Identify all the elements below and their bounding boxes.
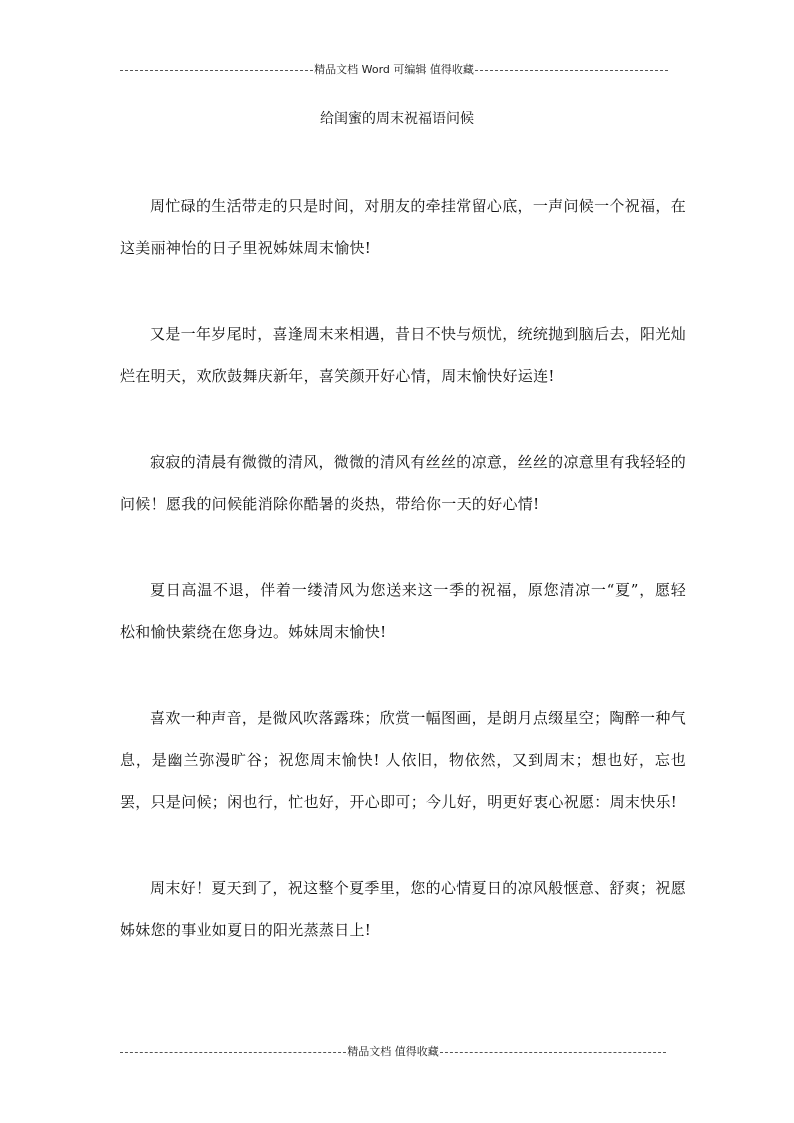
document-body bbox=[120, 185, 686, 995]
page-header bbox=[120, 61, 668, 77]
paragraph-3: 寂寂的清晨有微微的清风，微微的清风有丝丝的凉意，丝丝的凉意里有我轻轻的问候！愿我的问候能消除你酷暑的炎热，带给你一天的好心情! bbox=[120, 453, 686, 513]
paragraph-4: 夏日高温不退，伴着一缕清风为您送来这一季的祝福，原您清凉一“夏”，愿轻松和愉快萦绕在您身边。姊妹周末愉快! bbox=[120, 581, 686, 641]
paragraph-1: 周忙碌的生活带走的只是时间，对朋友的牵挂常留心底，一声问候一个祝福，在这美丽神怡的日子里祝姊妹周末愉快! bbox=[120, 197, 686, 257]
paragraph-2: 又是一年岁尾时，喜逢周末来相遇，昔日不快与烦忧，统统抛到脑后去，阳光灿烂在明天，欢欣鼓舞庆新年，喜笑颜开好心情，周末愉快好运连! bbox=[120, 325, 686, 385]
paragraph-6: 周末好！夏天到了，祝这整个夏季里，您的心情夏日的凉风般惬意、舒爽；祝愿姊妹您的事业如夏日的阳光蒸蒸日上! bbox=[120, 879, 686, 939]
header-dash-left bbox=[120, 70, 313, 71]
header-text: 精品文档 Word 可编辑 值得收藏 bbox=[314, 63, 474, 76]
page-footer bbox=[120, 1043, 666, 1059]
document-title: 给闺蜜的周末祝福语问候 bbox=[320, 111, 474, 127]
header-dash-right bbox=[475, 70, 668, 71]
paragraph-5: 喜欢一种声音，是微风吹落露珠；欣赏一幅图画，是朗月点缀星空；陶醉一种气息，是幽兰弥漫旷谷；祝您周末愉快! 人依旧，物依然，又到周末；想也好，忘也罢，只是问候；闲也行，忙也好，开心即可；今儿好，明更好衷心祝愿：周末快乐! bbox=[120, 709, 686, 811]
footer-dash-left bbox=[120, 1052, 346, 1053]
footer-dash-right bbox=[440, 1052, 666, 1053]
footer-text: 精品文档 值得收藏 bbox=[347, 1045, 439, 1058]
